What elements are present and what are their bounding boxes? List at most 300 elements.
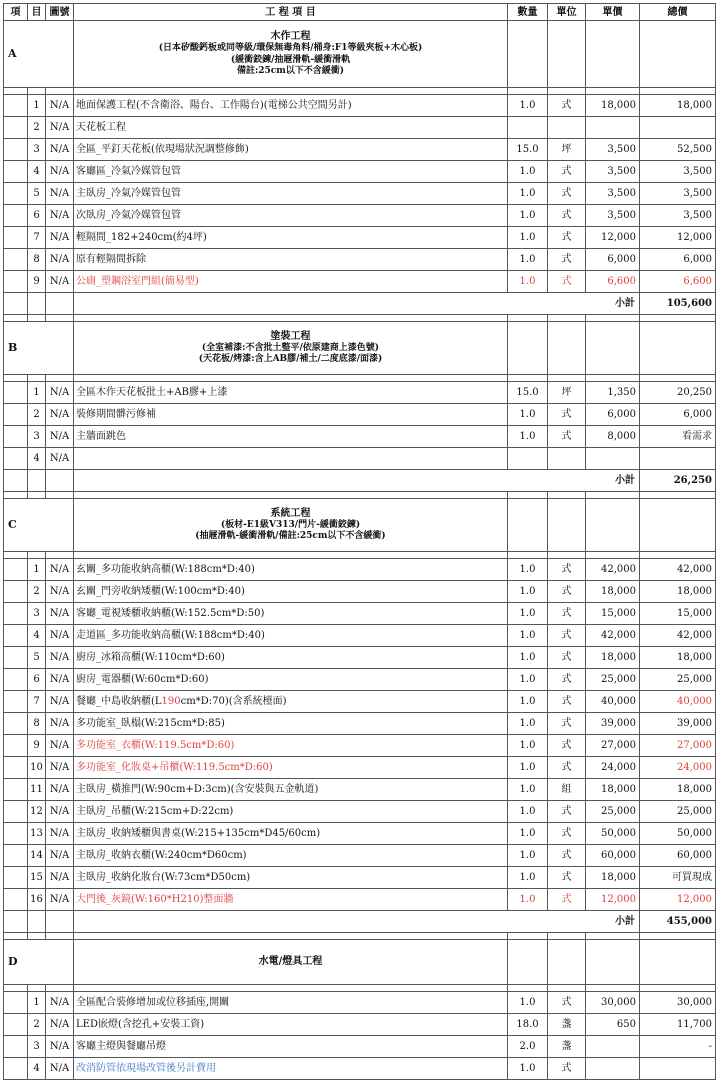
row-price: 25,000 [586,801,640,823]
row-unit: 式 [548,823,586,845]
empty-cell [586,88,640,95]
row-drawing: N/A [46,735,74,757]
section-header-cell [74,21,508,88]
table-row [4,227,716,249]
row-price: 12,000 [586,889,640,911]
row-total: 15,000 [640,603,716,625]
row-drawing: N/A [46,1014,74,1036]
table-row [4,867,716,889]
table-row [4,801,716,823]
row-unit: 式 [548,249,586,271]
row-total: 24,000 [640,757,716,779]
empty-cell [4,757,28,779]
row-qty: 15.0 [508,382,548,404]
row-price: 3,500 [586,205,640,227]
empty-cell [4,669,28,691]
empty-cell [4,713,28,735]
row-total: 50,000 [640,823,716,845]
row-total: 可買現成 [640,867,716,889]
row-total: 27,000 [640,735,716,757]
row-item: 廚房_電器櫃(W:60cm*D:60) [74,669,508,691]
row-drawing: N/A [46,404,74,426]
empty-cell [586,933,640,940]
row-no: 6 [28,669,46,691]
row-total: 25,000 [640,669,716,691]
header-seq: 項 [4,4,28,21]
row-item-highlight: 190 [161,696,181,707]
empty-cell [508,21,548,88]
header-item: 工 程 項 目 [74,4,508,21]
row-total: 60,000 [640,845,716,867]
empty-cell [586,940,640,985]
empty-cell [640,375,716,382]
row-price: 8,000 [586,426,640,448]
empty-cell [4,1036,28,1058]
row-price: 650 [586,1014,640,1036]
row-total: 18,000 [640,779,716,801]
empty-cell [4,552,28,559]
row-no: 9 [28,271,46,293]
row-unit: 式 [548,404,586,426]
row-unit: 盞 [548,1014,586,1036]
row-no: 16 [28,889,46,911]
row-no: 1 [28,95,46,117]
subtotal-label: 小計 [74,470,640,492]
row-price: 27,000 [586,735,640,757]
empty-cell [640,88,716,95]
table-row [4,691,716,713]
empty-cell [586,322,640,375]
row-unit: 式 [548,1058,586,1080]
row-drawing: N/A [46,382,74,404]
empty-cell [4,1058,28,1080]
spacer-row [4,933,716,940]
empty-cell [46,315,74,322]
empty-cell [548,375,586,382]
empty-cell [74,375,508,382]
subtotal-row [4,911,716,933]
row-qty: 1.0 [508,691,548,713]
row-price: 50,000 [586,823,640,845]
empty-cell [4,448,28,470]
table-row [4,647,716,669]
empty-cell [640,933,716,940]
row-drawing: N/A [46,227,74,249]
spacer-row [4,375,716,382]
row-unit: 式 [548,691,586,713]
row-drawing: N/A [46,757,74,779]
empty-cell [508,492,548,499]
row-qty: 1.0 [508,757,548,779]
row-qty: 1.0 [508,426,548,448]
row-qty: 1.0 [508,205,548,227]
row-no: 10 [28,757,46,779]
row-total [640,448,716,470]
row-item: 多功能室_衣櫃(W:119.5cm*D:60) [74,735,508,757]
subtotal-label: 小計 [74,293,640,315]
row-unit: 式 [548,845,586,867]
empty-cell [640,985,716,992]
row-price: 42,000 [586,625,640,647]
row-qty: 1.0 [508,1058,548,1080]
empty-cell [74,552,508,559]
spacer-row [4,88,716,95]
empty-cell [4,293,28,315]
row-drawing: N/A [46,139,74,161]
row-total: 18,000 [640,95,716,117]
empty-cell [4,735,28,757]
empty-cell [4,603,28,625]
empty-cell [28,470,46,492]
empty-cell [4,889,28,911]
row-unit: 組 [548,779,586,801]
row-qty [508,448,548,470]
row-no: 4 [28,1058,46,1080]
empty-cell [4,375,28,382]
empty-cell [4,315,28,322]
row-unit: 式 [548,581,586,603]
row-total: 52,500 [640,139,716,161]
row-unit: 式 [548,647,586,669]
empty-cell [4,161,28,183]
quotation-table [3,3,716,1080]
empty-cell [508,88,548,95]
row-item: 輕隔間_182+240cm(約4坪) [74,227,508,249]
row-item: 多功能室_臥榻(W:215cm*D:85) [74,713,508,735]
empty-cell [46,933,74,940]
section-letter: C [4,499,74,552]
row-no: 3 [28,603,46,625]
empty-cell [508,552,548,559]
row-drawing: N/A [46,559,74,581]
empty-cell [28,315,46,322]
row-price [586,117,640,139]
row-item: 大門後_灰鏡(W:160*H210)整面牆 [74,889,508,911]
section-note: (日本矽酸鈣板或同等級/環保無毒角料/桶身:F1等級夾板+木心板) [158,43,423,54]
row-item: 改消防管依現場改管後另計費用 [74,1058,508,1080]
row-no: 1 [28,382,46,404]
row-price: 18,000 [586,95,640,117]
empty-cell [548,985,586,992]
table-row [4,992,716,1014]
empty-cell [586,499,640,552]
table-row [4,889,716,911]
row-total: 42,000 [640,625,716,647]
section-note: (抽屜滑軌-緩衝滑軌/備註:25cm以下不含緩衝) [195,531,386,542]
row-drawing: N/A [46,867,74,889]
empty-cell [508,322,548,375]
row-no: 9 [28,735,46,757]
section-header-cell [74,940,508,985]
section-letter: D [4,940,74,985]
row-price: 25,000 [586,669,640,691]
empty-cell [4,647,28,669]
empty-cell [28,911,46,933]
empty-cell [548,552,586,559]
table-row [4,95,716,117]
row-qty: 1.0 [508,735,548,757]
empty-cell [28,933,46,940]
empty-cell [4,801,28,823]
empty-cell [4,404,28,426]
row-total: 11,700 [640,1014,716,1036]
empty-cell [4,227,28,249]
row-drawing: N/A [46,426,74,448]
row-no: 5 [28,647,46,669]
empty-cell [46,492,74,499]
empty-cell [46,911,74,933]
row-price [586,1058,640,1080]
empty-cell [74,492,508,499]
empty-cell [548,940,586,985]
row-unit: 式 [548,735,586,757]
row-total: 6,000 [640,249,716,271]
empty-cell [586,315,640,322]
row-qty: 1.0 [508,889,548,911]
row-no: 3 [28,426,46,448]
empty-cell [4,911,28,933]
row-qty: 1.0 [508,779,548,801]
row-item: 全區木作天花板批土+AB膠+上漆 [74,382,508,404]
row-qty: 1.0 [508,647,548,669]
empty-cell [46,375,74,382]
row-qty: 15.0 [508,139,548,161]
empty-cell [548,492,586,499]
row-unit: 式 [548,669,586,691]
section-header-row [4,940,716,985]
table-row [4,382,716,404]
row-item: 主牆面跳色 [74,426,508,448]
row-drawing: N/A [46,1058,74,1080]
row-unit: 式 [548,713,586,735]
row-item: 多功能室_化妝桌+吊櫃(W:119.5cm*D:60) [74,757,508,779]
row-unit: 式 [548,801,586,823]
table-row [4,669,716,691]
spacer-row [4,985,716,992]
empty-cell [4,845,28,867]
row-drawing: N/A [46,992,74,1014]
row-drawing: N/A [46,625,74,647]
empty-cell [548,499,586,552]
empty-cell [4,117,28,139]
row-item: 天花板工程 [74,117,508,139]
table-row [4,823,716,845]
row-qty: 1.0 [508,625,548,647]
row-item: 主臥房_冷氣冷媒管包管 [74,183,508,205]
row-item: 地面保護工程(不含衛浴、陽台、工作陽台)(電梯公共空間另計) [74,95,508,117]
section-header-row [4,322,716,375]
section-header-cell [74,322,508,375]
empty-cell [4,470,28,492]
row-item: 走道區_多功能收納高櫃(W:188cm*D:40) [74,625,508,647]
row-total: 40,000 [640,691,716,713]
empty-cell [508,375,548,382]
empty-cell [46,470,74,492]
empty-cell [74,933,508,940]
row-total: 3,500 [640,183,716,205]
row-drawing: N/A [46,889,74,911]
empty-cell [548,88,586,95]
row-item: 主臥房_收納化妝台(W:73cm*D50cm) [74,867,508,889]
row-price: 60,000 [586,845,640,867]
empty-cell [586,552,640,559]
header-total: 總價 [640,4,716,21]
row-unit [548,448,586,470]
row-no: 1 [28,992,46,1014]
row-no: 8 [28,249,46,271]
table-row [4,1058,716,1080]
row-total: 18,000 [640,581,716,603]
row-qty: 1.0 [508,161,548,183]
row-unit: 盞 [548,1036,586,1058]
row-price: 30,000 [586,992,640,1014]
row-total: 看需求 [640,426,716,448]
row-qty [508,117,548,139]
empty-cell [74,985,508,992]
row-no: 4 [28,161,46,183]
empty-cell [46,293,74,315]
table-row [4,757,716,779]
row-item: 玄關_多功能收納高櫃(W:188cm*D:40) [74,559,508,581]
row-drawing: N/A [46,161,74,183]
row-price: 40,000 [586,691,640,713]
row-item: 全區_平釘天花板(依現場狀況調整修飾) [74,139,508,161]
empty-cell [74,88,508,95]
row-total: 39,000 [640,713,716,735]
row-price: 12,000 [586,227,640,249]
empty-cell [4,581,28,603]
row-unit: 式 [548,992,586,1014]
row-item: 主臥房_收納矮櫃與書桌(W:215+135cm*D45/60cm) [74,823,508,845]
empty-cell [4,95,28,117]
empty-cell [4,492,28,499]
empty-cell [640,499,716,552]
table-row [4,581,716,603]
row-price: 6,000 [586,404,640,426]
empty-cell [28,985,46,992]
row-drawing: N/A [46,845,74,867]
row-item: 公廁_塑鋼浴室門組(簡易型) [74,271,508,293]
empty-cell [46,985,74,992]
row-total [640,1058,716,1080]
empty-cell [4,249,28,271]
row-qty: 1.0 [508,249,548,271]
empty-cell [46,552,74,559]
empty-cell [508,933,548,940]
row-drawing: N/A [46,713,74,735]
empty-cell [548,21,586,88]
row-drawing: N/A [46,448,74,470]
empty-cell [4,992,28,1014]
row-drawing: N/A [46,779,74,801]
empty-cell [548,933,586,940]
row-price: 18,000 [586,779,640,801]
row-unit: 式 [548,161,586,183]
row-unit: 式 [548,183,586,205]
empty-cell [508,985,548,992]
header-unit: 單位 [548,4,586,21]
row-unit: 式 [548,889,586,911]
spacer-row [4,315,716,322]
row-no: 2 [28,117,46,139]
empty-cell [4,625,28,647]
table-row [4,426,716,448]
empty-cell [640,940,716,985]
table-row [4,205,716,227]
empty-cell [4,933,28,940]
subtotal-value: 455,000 [640,911,716,933]
empty-cell [74,315,508,322]
row-unit: 式 [548,625,586,647]
row-qty: 1.0 [508,845,548,867]
row-price: 3,500 [586,183,640,205]
row-price: 18,000 [586,581,640,603]
row-price: 42,000 [586,559,640,581]
subtotal-row [4,470,716,492]
header-row [4,4,716,21]
row-total [640,117,716,139]
empty-cell [548,322,586,375]
row-no: 7 [28,691,46,713]
row-no: 1 [28,559,46,581]
empty-cell [4,691,28,713]
row-no: 7 [28,227,46,249]
row-item-part: 餐廳_中島收納櫃(L [76,696,162,707]
empty-cell [4,205,28,227]
empty-cell [586,492,640,499]
row-total: 3,500 [640,205,716,227]
row-qty: 1.0 [508,227,548,249]
table-row [4,249,716,271]
row-item: 原有輕隔間拆除 [74,249,508,271]
row-no: 14 [28,845,46,867]
table-row [4,117,716,139]
subtotal-label: 小計 [74,911,640,933]
row-price [586,448,640,470]
table-row [4,603,716,625]
row-price: 24,000 [586,757,640,779]
row-qty: 1.0 [508,559,548,581]
header-qty: 數量 [508,4,548,21]
row-price: 15,000 [586,603,640,625]
row-item [74,448,508,470]
row-drawing: N/A [46,271,74,293]
row-price: 3,500 [586,161,640,183]
row-drawing: N/A [46,183,74,205]
row-drawing: N/A [46,801,74,823]
row-item: 裝修期間髒污修補 [74,404,508,426]
subtotal-row [4,293,716,315]
table-row [4,1036,716,1058]
header-drawing: 圖號 [46,4,74,21]
row-unit: 式 [548,227,586,249]
section-letter: B [4,322,74,375]
row-item: 客廳主燈與餐廳吊燈 [74,1036,508,1058]
row-no: 3 [28,139,46,161]
row-unit: 式 [548,603,586,625]
section-title: 系統工程 [270,507,311,519]
empty-cell [508,499,548,552]
row-price: 3,500 [586,139,640,161]
row-total: 12,000 [640,889,716,911]
empty-cell [46,88,74,95]
table-row [4,404,716,426]
row-no: 11 [28,779,46,801]
header-price: 單價 [586,4,640,21]
empty-cell [640,552,716,559]
row-total: 6,600 [640,271,716,293]
section-note: (全室補漆:不含批土整平/依原建商上漆色號) [201,343,380,353]
